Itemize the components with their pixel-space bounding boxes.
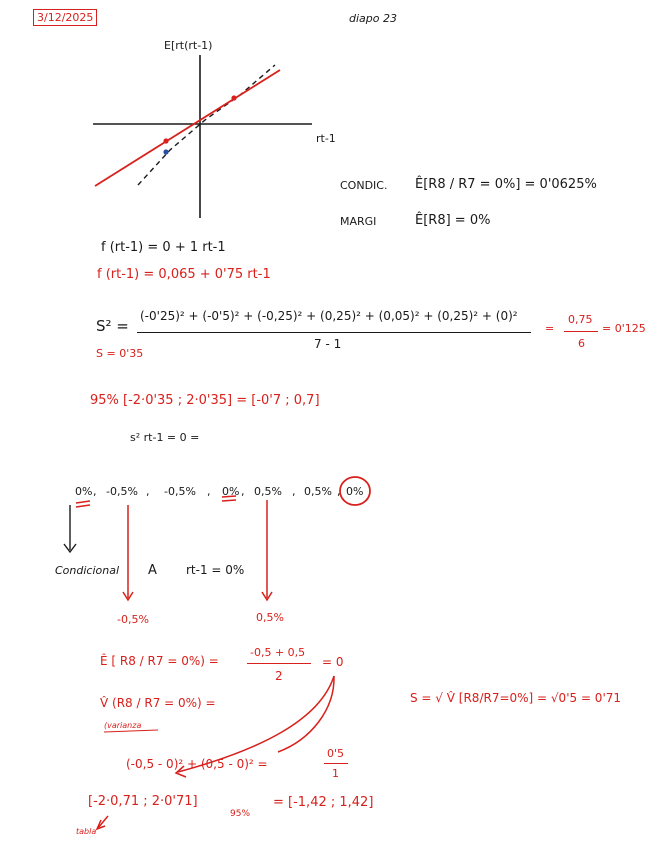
v-hat-expression: V̂ (R8 / R7 = 0%) =	[100, 696, 216, 710]
e-hat-expression: Ê [ R8 / R7 = 0%) =	[100, 654, 219, 668]
margi-label: MARGI	[340, 215, 377, 228]
s-value: S = 0'35	[96, 347, 144, 360]
a-label: A	[148, 563, 157, 578]
s-sqrt-expression: S = √ V̂ [R8/R7=0%] = √0'5 = 0'71	[410, 691, 622, 705]
s2-equals: =	[545, 322, 555, 335]
s2-conditional: s² rt-1 = 0 =	[130, 431, 200, 444]
sequence-item: -0,5%	[106, 485, 138, 498]
underline-mark-4	[222, 500, 236, 501]
condicional-label: Condicional	[55, 564, 120, 577]
confidence-interval-95: 95% [-2·0'35 ; 2·0'35] = [-0'7 ; 0,7]	[90, 393, 320, 408]
rt-condition: rt-1 = 0%	[186, 563, 245, 577]
model-equation-black: f (rt-1) = 0 + 1 rt-1	[101, 240, 226, 255]
graph-point-blue	[163, 149, 168, 154]
underline-mark-2	[76, 505, 90, 507]
condic-expression: Ê[R8 / R7 = 0%] = 0'0625%	[415, 177, 597, 192]
sequence-item: -0,5%	[164, 485, 196, 498]
variance-sum: (-0,5 - 0)² + (0,5 - 0)² =	[126, 757, 268, 771]
tabla-note: tabla	[76, 827, 97, 836]
graph-x-axis-label: rt-1	[316, 132, 336, 145]
graph-point-red-2	[231, 95, 236, 100]
date-stamp: 3/12/2025	[33, 9, 97, 26]
variance-numerator: 0'5	[327, 747, 345, 760]
variance-fraction-bar	[324, 763, 348, 764]
s2-denominator: 7 - 1	[314, 337, 342, 351]
variance-denominator: 1	[332, 767, 339, 780]
model-equation-red: f (rt-1) = 0,065 + 0'75 rt-1	[97, 267, 271, 282]
slide-label: diapo 23	[349, 12, 397, 25]
s2-lhs: S² =	[96, 317, 129, 335]
arrow-1-result: -0,5%	[117, 613, 149, 626]
graph-red-line	[95, 70, 280, 186]
underline-mark-1	[76, 501, 90, 503]
e-hat-numerator: -0,5 + 0,5	[250, 646, 306, 659]
final-interval: [-2·0,71 ; 2·0'71]	[88, 794, 198, 809]
s2-fraction-bar	[137, 332, 531, 333]
s2-numerator: (-0'25)² + (-0'5)² + (-0,25)² + (0,25)² + (0,05)² + (0,25)² + (0)²	[140, 309, 518, 323]
sequence-item-highlighted: 0%	[346, 485, 364, 498]
e-hat-denominator: 2	[275, 669, 283, 683]
final-interval-result: = [-1,42 ; 1,42]	[273, 795, 374, 810]
final-interval-pct: 95%	[230, 809, 251, 819]
sequence-item: 0%	[75, 485, 93, 498]
varianza-strike	[104, 730, 158, 732]
e-hat-result: = 0	[322, 655, 344, 669]
s2-fraction-denominator: 6	[578, 337, 585, 350]
condic-label: CONDIC.	[340, 179, 388, 192]
graph-dashed-line	[138, 65, 275, 185]
graph-y-axis-label: E[rt(rt-1)	[164, 39, 213, 52]
sequence-item: 0,5%	[254, 485, 282, 498]
graph-point-red-1	[163, 138, 168, 143]
varianza-note: (varianza	[104, 721, 142, 730]
s2-fraction-numerator: 0,75	[568, 313, 593, 326]
s2-result: = 0'125	[602, 322, 646, 335]
sequence-item: 0,5%	[304, 485, 332, 498]
arrow-2-result: 0,5%	[256, 611, 284, 624]
margi-expression: Ê[R8] = 0%	[415, 213, 491, 228]
e-hat-fraction-bar	[247, 663, 311, 664]
sequence-item: 0%	[222, 485, 240, 498]
s2-red-fraction-bar	[564, 331, 598, 332]
